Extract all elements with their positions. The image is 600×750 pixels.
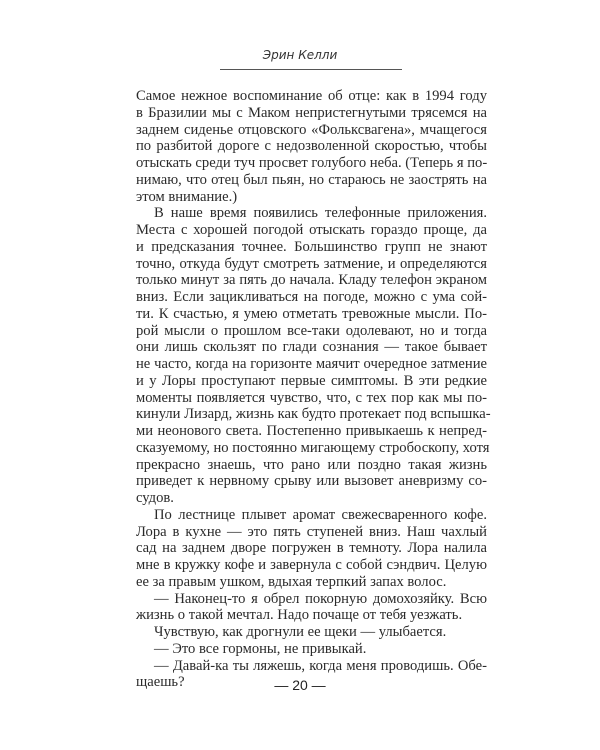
text-line: кинули Лизард, жизнь как будто протекает под вспышка-	[136, 406, 491, 423]
text-line: — Наконец-то я обрел покорную домохозяйку. Всю	[154, 590, 487, 607]
text-line: щаешь?	[136, 674, 185, 691]
text-line: Чувствую, как дрогнули ее щеки — улыбается.	[154, 624, 447, 640]
text-line: ее за правым ушком, вдыхая терпкий запах волос.	[136, 573, 447, 590]
text-line: точно, откуда будут смотреть затмение, и определяются	[136, 255, 487, 272]
paragraph	[136, 591, 487, 625]
text-line: Лора в кухне — это пять ступеней вниз. Наш чахлый	[136, 523, 487, 540]
text-line: сад на заднем дворе погружен в темноту. Лора налила	[136, 540, 487, 557]
text-line: рой мысли о прошлом все-таки одолевают, но и тогда	[136, 322, 487, 339]
text-line: в Бразилии мы с Маком непристегнутыми трясемся на	[136, 104, 487, 121]
text-line: В наше время появились телефонные приложения.	[154, 205, 487, 222]
text-line: прекрасно знаешь, что рано или поздно такая жизнь	[136, 456, 487, 473]
text-line: по разбитой дороге с недозволенной скоростью, чтобы	[136, 138, 487, 155]
paragraph	[136, 205, 491, 507]
paragraph	[136, 624, 487, 641]
paragraph	[136, 88, 487, 205]
text-line: сказуемому, но постоянно мигающему стробоскопу, хотя	[136, 439, 490, 456]
text-line: вниз. Если зацикливаться на погоде, можно с ума сой-	[136, 289, 487, 305]
text-line: жизнь о такой мечтал. Надо почаще от тебя уезжать.	[136, 607, 463, 624]
body-text	[136, 88, 491, 691]
running-header: Эрин Келли	[262, 48, 338, 62]
text-line: приведет к нервному срыву или вызовет аневризму со-	[136, 473, 487, 490]
text-line: судов.	[136, 490, 174, 506]
text-line: Места с хорошей погодой отыскать гораздо проще, да	[136, 222, 487, 238]
text-line: не часто, когда на горизонте маячит очередное затмение	[136, 356, 487, 372]
paragraph	[136, 507, 487, 591]
text-line: ми неонового света. Постепенно привыкаешь к непред-	[136, 423, 487, 439]
text-line: они лишь скользят по глади сознания — такое бывает	[136, 339, 487, 356]
text-line: и предсказания точнее. Большинство групп не знают	[136, 238, 487, 255]
text-line: — Давай-ка ты ляжешь, когда меня проводишь. Обе-	[154, 657, 487, 674]
text-line: — Это все гормоны, не привыкай.	[154, 640, 367, 657]
text-line: мне в кружку кофе и завернула с собой сэндвич. Целую	[136, 557, 487, 573]
text-line: этом внимание.)	[136, 188, 238, 205]
header-rule	[220, 69, 402, 70]
paragraph	[136, 641, 487, 658]
text-line: нимаю, что отец был пьян, но стараюсь не заострять на	[136, 171, 487, 188]
text-line: заднем сиденье отцовского «Фольксвагена», мчащегося	[136, 121, 487, 138]
text-line: только минут за пять до начала. Кладу телефон экраном	[136, 272, 487, 289]
text-line: отыскать среди туч просвет голубого неба. (Теперь я по-	[136, 155, 488, 171]
text-line: ти. К счастью, я умею отметать тревожные мысли. По-	[136, 305, 487, 322]
page-number: — 20 —	[274, 677, 326, 693]
text-line: моменты появляется чувство, что, с тех пор как мы по-	[136, 389, 487, 406]
text-line: Самое нежное воспоминание об отце: как в 1994 году	[136, 88, 487, 104]
text-line: По лестнице плывет аромат свежесваренного кофе.	[154, 506, 487, 523]
text-line: и у Лоры проступают первые симптомы. В эти редкие	[136, 372, 487, 389]
